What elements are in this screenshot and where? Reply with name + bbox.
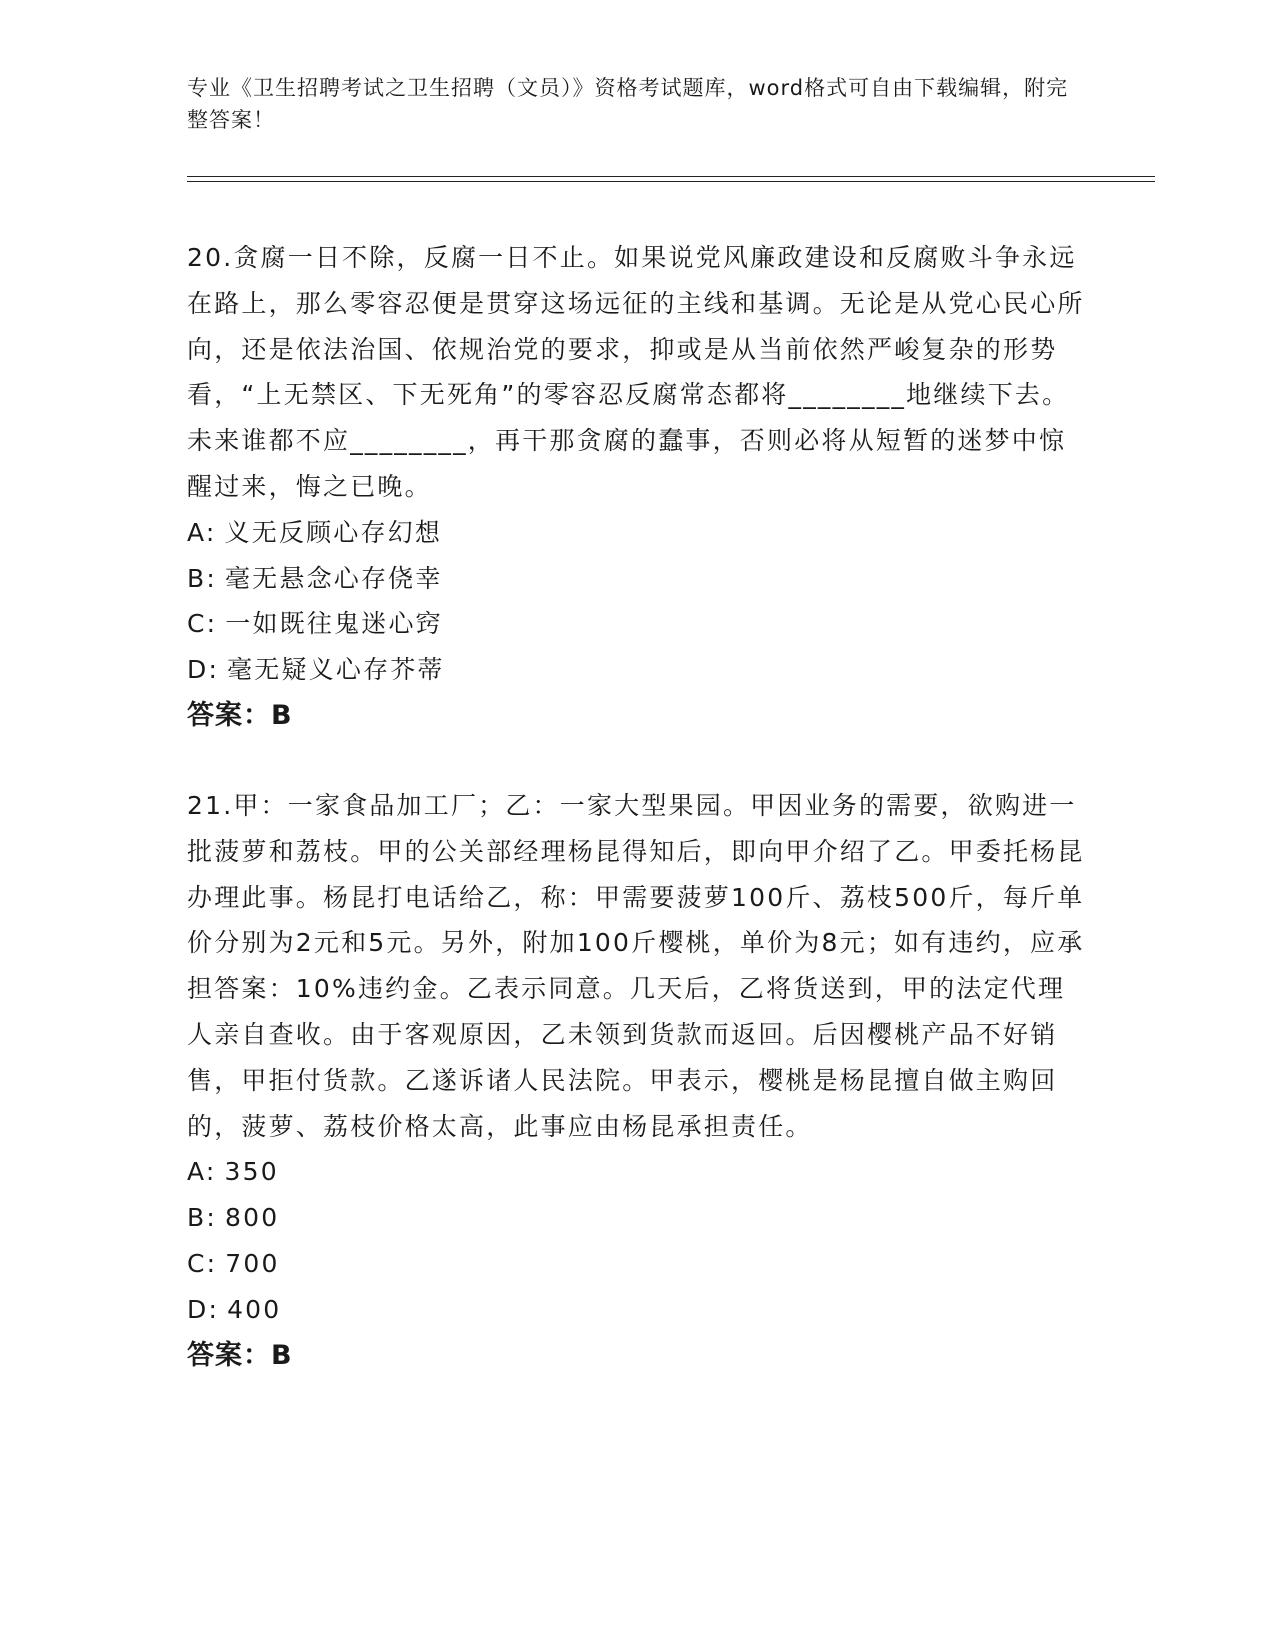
option-text: 800 [224, 1203, 280, 1233]
option-separator: : [206, 1203, 217, 1233]
option-text: 350 [224, 1157, 279, 1187]
option-d [187, 1287, 1087, 1333]
option-separator: : [208, 655, 220, 685]
header-title: 专业《卫生招聘考试之卫生招聘（文员）》资格考试题库，word格式可自由下载编辑，附完整答案！ [187, 76, 1069, 132]
option-a [187, 510, 1087, 556]
option-c [187, 601, 1087, 647]
option-key: C [187, 609, 207, 639]
answer-line: 答案：B [187, 699, 293, 731]
question-stem: 20.贪腐一日不除，反腐一日不止。如果说党风廉政建设和反腐败斗争永远在路上，那么零容忍便是贯穿这场远征的主线和基调。无论是从党心民心所向，还是依法治国、依规治党的要求，抑或是从当前依然严峻复杂的形势看，“上无禁区、下无死角”的零容忍反腐常态都将________地继续下去。未来谁都不应________，再干那贪腐的蠢事，否则必将从短暂的迷梦中惊醒过来，悔之已晚。 [187, 243, 1085, 501]
option-text: 毫无悬念心存侥幸 [224, 563, 443, 593]
header-divider-bottom [187, 181, 1155, 182]
option-separator: : [206, 609, 218, 639]
option-separator: : [208, 1294, 220, 1324]
answer-line: 答案：B [187, 1339, 293, 1371]
option-text: 400 [227, 1294, 282, 1324]
option-key: D [187, 655, 209, 685]
question-stem: 21.甲：一家食品加工厂；乙：一家大型果园。甲因业务的需要，欲购进一批菠萝和荔枝。甲的公关部经理杨昆得知后，即向甲介绍了乙。甲委托杨昆办理此事。杨昆打电话给乙，称：甲需要菠萝100斤、荔枝500斤，每斤单价分别为2元和5元。另外，附加100斤樱桃，单价为8元；如有违约，应承担答案：10%违约金。乙表示同意。几天后，乙将货送到，甲的法定代理人亲自查收。由于客观原因，乙未领到货款而返回。后因樱桃产品不好销售，甲拒付货款。乙遂诉诸人民法院。甲表示，樱桃是杨昆擅自做主购回的，菠萝、荔枝价格太高，此事应由杨昆承担责任。 [187, 791, 1085, 1141]
option-text: 700 [225, 1248, 280, 1278]
option-d [187, 647, 1087, 693]
option-key: C [187, 1248, 207, 1278]
question-20 [187, 235, 1087, 739]
option-key: B [187, 563, 207, 593]
option-key: A [187, 1157, 206, 1187]
option-separator: : [206, 1248, 218, 1278]
option-key: A [187, 517, 206, 547]
question-21 [187, 783, 1087, 1379]
option-b [187, 1195, 1087, 1241]
option-key: D [187, 1294, 209, 1324]
option-separator: : [206, 563, 217, 593]
option-text: 一如既往鬼迷心窍 [225, 609, 443, 639]
option-separator: : [205, 517, 217, 547]
header-divider-top [187, 176, 1155, 177]
option-text: 毫无疑义心存芥蒂 [227, 655, 445, 685]
option-a [187, 1149, 1087, 1195]
option-separator: : [205, 1157, 217, 1187]
document-header [187, 72, 1087, 136]
option-c [187, 1241, 1087, 1287]
option-b [187, 556, 1087, 602]
option-key: B [187, 1203, 207, 1233]
option-text: 义无反顾心存幻想 [224, 517, 443, 547]
